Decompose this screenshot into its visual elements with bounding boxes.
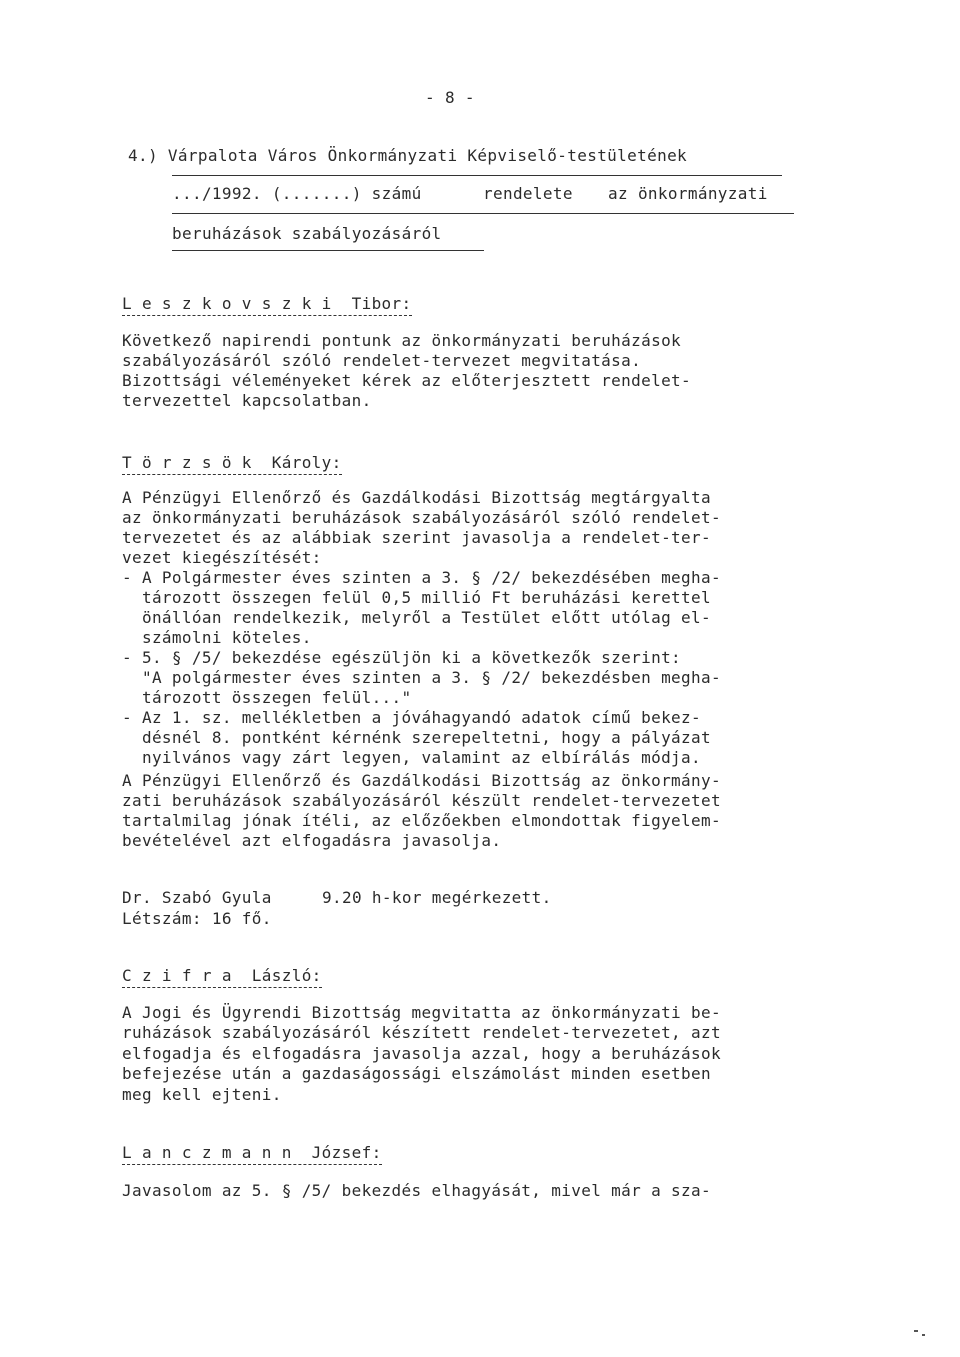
- paragraph-line: tartalmilag jónak ítéli, az előzőekben elmondottak figyelem-: [122, 811, 721, 830]
- agenda-heading-line-2a: .../1992. (.......) számú: [172, 184, 422, 203]
- paragraph-line: szabályozásáról szóló rendelet-tervezet megvitatása.: [122, 351, 642, 370]
- paragraph-line: Következő napirendi pontunk az önkormányzati beruházások: [122, 331, 682, 350]
- speaker-name: L a n c z m a n n József:: [122, 1143, 382, 1165]
- agenda-heading-line-1: 4.) Várpalota Város Önkormányzati Képviselő-testületének: [128, 146, 688, 165]
- list-item-line: désnél 8. pontként kérnénk szerepeltetni, hogy a pályázat: [122, 728, 711, 747]
- speaker-name: L e s z k o v s z k i Tibor:: [122, 294, 412, 316]
- list-item-line: számolni köteles.: [122, 628, 312, 647]
- paragraph-line: Bizottsági véleményeket kérek az előterjesztett rendelet-: [122, 371, 692, 390]
- paragraph-line: tervezetet és az alábbiak szerint javasolja a rendelet-ter-: [122, 528, 711, 547]
- attendance-note-text: 9.20 h-kor megérkezett.: [322, 888, 552, 907]
- list-item-line: önállóan rendelkezik, melyről a Testület előtt utólag el-: [122, 608, 711, 627]
- scan-speck: [922, 1334, 925, 1336]
- paragraph-line: elfogadja és elfogadásra javasolja azzal, hogy a beruházások: [122, 1044, 721, 1063]
- list-item-line: - A Polgármester éves szinten a 3. § /2/ bekezdésében megha-: [122, 568, 721, 587]
- page-number: - 8 -: [425, 88, 475, 107]
- paragraph-line: ruházások szabályozásáról készített rendelet-tervezetet, azt: [122, 1023, 721, 1042]
- paragraph-line: Javasolom az 5. § /5/ bekezdés elhagyását, mivel már a sza-: [122, 1181, 711, 1200]
- paragraph-line: befejezése után a gazdaságossági elszámolást minden esetben: [122, 1064, 711, 1083]
- paragraph-line: zati beruházások szabályozásáról készült rendelet-tervezetet: [122, 791, 721, 810]
- agenda-heading-line-2c: az önkormányzati: [608, 184, 768, 203]
- heading-underline-2: [172, 213, 794, 214]
- paragraph-line: A Pénzügyi Ellenőrző és Gazdálkodási Bizottság megtárgyalta: [122, 488, 711, 507]
- agenda-heading-line-3: beruházások szabályozásáról: [172, 224, 442, 243]
- scan-speck: [914, 1330, 918, 1332]
- agenda-heading-line-2b: rendelete: [483, 184, 573, 203]
- paragraph-line: tervezettel kapcsolatban.: [122, 391, 372, 410]
- paragraph-line: meg kell ejteni.: [122, 1085, 282, 1104]
- paragraph-line: A Pénzügyi Ellenőrző és Gazdálkodási Bizottság az önkormány-: [122, 771, 721, 790]
- heading-underline-3: [172, 250, 484, 251]
- list-item-line: - 5. § /5/ bekezdése egészüljön ki a következők szerint:: [122, 648, 682, 667]
- paragraph-line: A Jogi és Ügyrendi Bizottság megvitatta az önkormányzati be-: [122, 1003, 721, 1022]
- speaker-name: C z i f r a László:: [122, 966, 322, 988]
- attendance-note-name: Dr. Szabó Gyula: [122, 888, 272, 907]
- list-item-line: - Az 1. sz. mellékletben a jóváhagyandó adatok című bekez-: [122, 708, 702, 727]
- paragraph-line: az önkormányzati beruházások szabályozásáról szóló rendelet-: [122, 508, 721, 527]
- attendance-count: Létszám: 16 fő.: [122, 909, 272, 928]
- heading-underline-1: [172, 175, 782, 176]
- list-item-line: nyilvános vagy zárt legyen, valamint az elbírálás módja.: [122, 748, 702, 767]
- paragraph-line: bevételével azt elfogadásra javasolja.: [122, 831, 502, 850]
- speaker-name: T ö r z s ö k Károly:: [122, 453, 342, 475]
- list-item-line: tározott összegen felül...": [122, 688, 412, 707]
- paragraph-line: vezet kiegészítését:: [122, 548, 322, 567]
- list-item-line: tározott összegen felül 0,5 millió Ft beruházási kerettel: [122, 588, 711, 607]
- list-item-line: "A polgármester éves szinten a 3. § /2/ bekezdésben megha-: [122, 668, 721, 687]
